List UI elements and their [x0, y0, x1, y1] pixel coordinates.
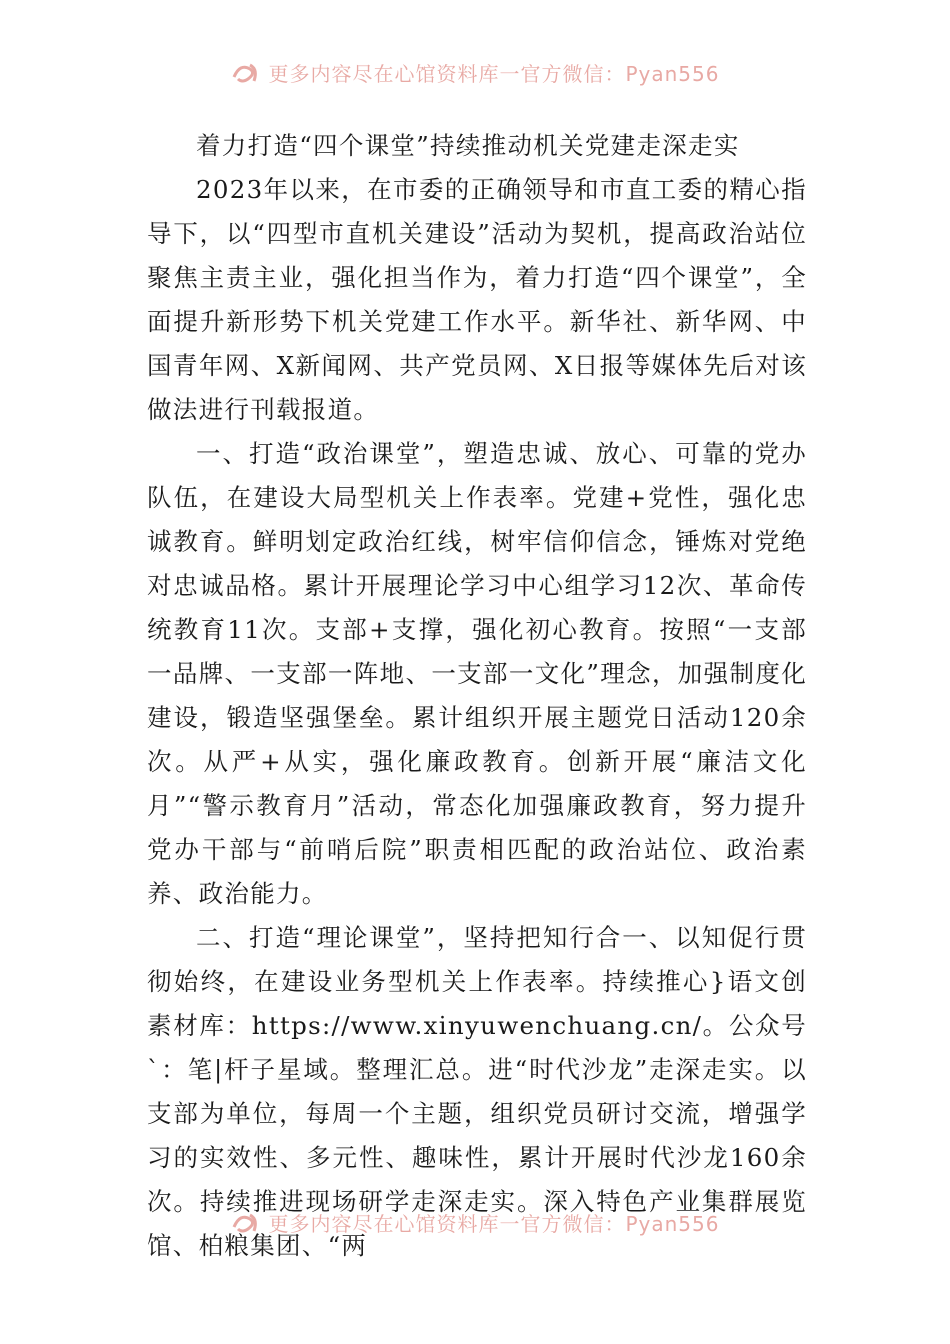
paragraph-theory-classroom: 二、打造“理论课堂”，坚持把知行合一、以知促行贯彻始终，在建设业务型机关上作表率。持续推心}语文创素材库：https://www.xinyuwenchuang.cn/。公众号`：笔|杆子星域。整理汇总。进“时代沙龙”走深走实。以支部为单位，每周一个主题，组织党员研讨交流，增强学习的实效性、多元性、趣味性，累计开展时代沙龙160余次。持续推进现场研学走深走实。深入特色产业集群展览馆、柏粮集团、“两 — [147, 923, 807, 1260]
watermark-text: 更多内容尽在心馆资料库一官方微信：Pyan556 — [268, 61, 720, 86]
paragraph-intro: 2023年以来，在市委的正确领导和市直工委的精心指导下，以“四型市直机关建设”活动为契机，提高政治站位聚焦主责主业，强化担当作为，着力打造“四个课堂”，全面提升新形势下机关党建工作水平。新华社、新华网、中国青年网、X新闻网、共产党员网、X日报等媒体先后对该做法进行刊载报道。 — [147, 175, 807, 424]
watermark-header — [0, 58, 950, 86]
watermark-footer — [0, 1208, 950, 1236]
document-body — [147, 124, 807, 1268]
watermark-logo-icon — [230, 59, 264, 85]
paragraph-political-classroom: 一、打造“政治课堂”，塑造忠诚、放心、可靠的党办队伍，在建设大局型机关上作表率。党建+党性，强化忠诚教育。鲜明划定政治红线，树牢信仰信念，锤炼对党绝对忠诚品格。累计开展理论学习中心组学习12次、革命传统教育11次。支部+支撑，强化初心教育。按照“一支部一品牌、一支部一阵地、一支部一文化”理念，加强制度化建设，锻造坚强堡垒。累计组织开展主题党日活动120余次。从严+从实，强化廉政教育。创新开展“廉洁文化月”“警示教育月”活动，常态化加强廉政教育，努力提升党办干部与“前哨后院”职责相匹配的政治站位、政治素养、政治能力。 — [147, 439, 807, 908]
document-title: 着力打造“四个课堂”持续推动机关党建走深走实 — [196, 131, 740, 160]
watermark-logo-icon — [230, 1209, 264, 1235]
watermark-text: 更多内容尽在心馆资料库一官方微信：Pyan556 — [268, 1211, 720, 1236]
